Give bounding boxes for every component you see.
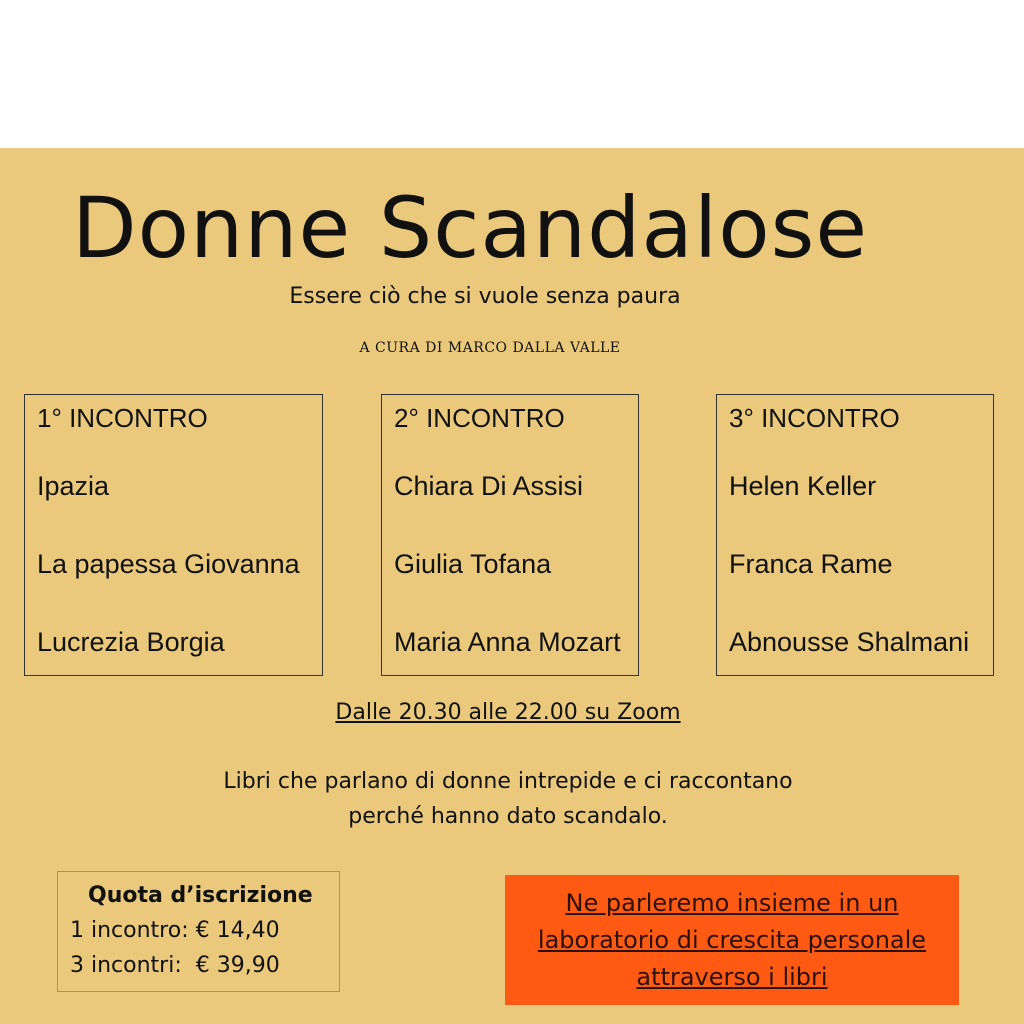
meeting-box-1 [24,394,323,676]
fee-box [57,871,340,992]
poster [0,148,1024,1024]
meeting-name: Helen Keller [729,471,877,501]
meeting-name: Giulia Tofana [394,549,552,579]
fee-line: 3 incontri: € 39,90 [70,953,280,978]
meeting-name: Lucrezia Borgia [37,627,225,657]
meeting-name: Franca Rame [729,549,893,579]
callout-line: attraverso i libri [636,963,828,991]
schedule-text: Dalle 20.30 alle 22.00 su Zoom [335,700,681,725]
meeting-box-3 [716,394,994,676]
meeting-name: Chiara Di Assisi [394,471,584,501]
callout-line: laboratorio di crescita personale [537,926,927,954]
fee-heading: Quota d’iscrizione [88,883,313,908]
meeting-heading: 3° INCONTRO [729,403,900,433]
schedule-line [0,700,1016,725]
workshop-callout [505,875,959,1005]
description [0,764,1016,834]
subtitle: Essere ciò che si vuole senza paura [289,284,681,309]
meeting-heading: 2° INCONTRO [394,403,565,433]
meeting-box-2 [381,394,639,676]
page-title: Donne Scandalose [71,179,869,277]
callout-line: Ne parleremo insieme in un [565,889,899,917]
description-line: Libri che parlano di donne intrepide e ci raccontano [223,769,793,794]
description-line: perché hanno dato scandalo. [348,804,668,829]
meeting-name: Abnousse Shalmani [729,627,970,657]
curator-credit: A CURA DI MARCO DALLA VALLE [359,340,621,356]
meeting-name: Maria Anna Mozart [394,627,621,657]
meeting-heading: 1° INCONTRO [37,403,208,433]
fee-line: 1 incontro: € 14,40 [70,918,280,943]
meeting-name: La papessa Giovanna [37,549,300,579]
meeting-name: Ipazia [37,471,110,501]
